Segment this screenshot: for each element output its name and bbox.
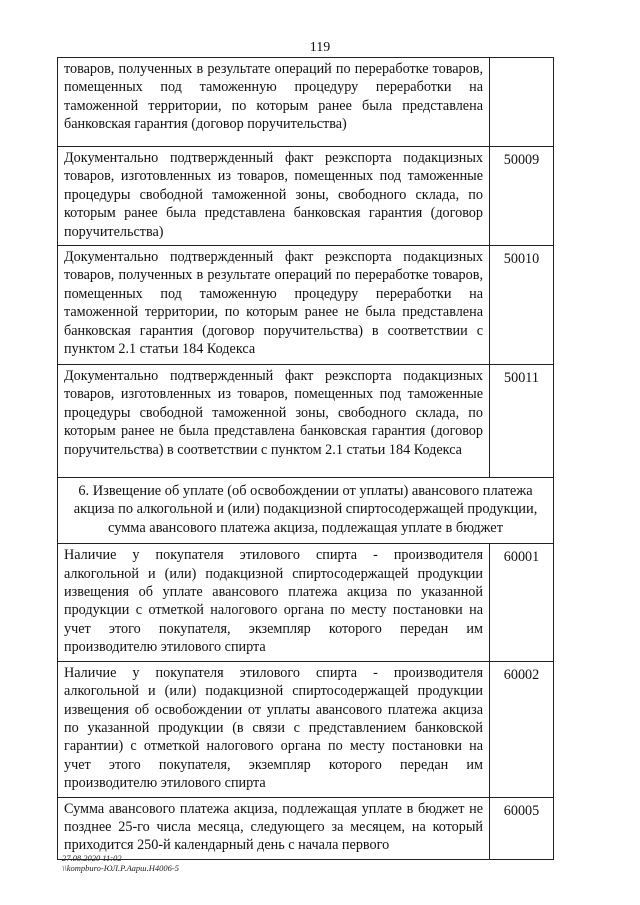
table-row <box>58 797 554 859</box>
codes-table <box>57 57 554 860</box>
row-description: Наличие у покупателя этилового спирта - производителя алкогольной и (или) подакцизной спиртосодержащей продукции извещения об уплате авансового платежа акциза по указанной продукции с отметкой налогового органа по месту постановки на учет этого покупателя, экземпляр которого передан им производителю этилового спирта <box>58 544 490 661</box>
section-heading: 6. Извещение об уплате (об освобождении от уплаты) авансового платежа акциза по алкогольной и (или) подакцизной спиртосодержащей продукции, сумма авансового платежа акциза, подлежащая уплате в бюджет <box>58 478 554 544</box>
row-description: Сумма авансового платежа акциза, подлежащая уплате в бюджет не позднее 25-го числа месяца, следующего за месяцем, на который приходится 250-й календарный день с начала первого <box>58 797 490 859</box>
row-code: 60002 <box>490 661 554 797</box>
document-footer <box>62 853 179 873</box>
footer-file-path: \\kompburo-ЮЛ.Р.Аарш.Н4006-5 <box>62 863 179 873</box>
row-description: Наличие у покупателя этилового спирта - производителя алкогольной и (или) подакцизной спиртосодержащей продукции извещения об освобождении от уплаты авансового платежа акциза по указанной продукции (в связи с представлением банковской гарантии) с отметкой налогового органа по месту постановки на учет этого покупателя, экземпляр которого передан им производителю этилового спирта <box>58 661 490 797</box>
row-description: товаров, полученных в результате операций по переработке товаров, помещенных под таможенную процедуру переработки на таможенной территории, по которым ранее была представлена банковская гарантия (договор поручительства) <box>58 58 490 147</box>
footer-timestamp: 27.08.2020 11:02 <box>62 853 122 863</box>
row-code: 50011 <box>490 365 554 478</box>
row-description: Документально подтвержденный факт реэкспорта подакцизных товаров, изготовленных из товаров, помещенных под таможенные процедуры свободной таможенной зоны, свободного склада, по которым ранее не была представлена банковская гарантия (договор поручительства) в соответствии с пунктом 2.1 статьи 184 Кодекса <box>58 365 490 478</box>
table-row <box>58 58 554 147</box>
table-row <box>58 246 554 365</box>
row-description: Документально подтвержденный факт реэкспорта подакцизных товаров, полученных в результате операций по переработке товаров, помещенных под таможенную процедуру переработки на таможенной территории, по которым ранее не была представлена банковская гарантия (договор поручительства) в соответствии с пунктом 2.1 статьи 184 Кодекса <box>58 246 490 365</box>
section-heading-row <box>58 478 554 544</box>
row-code: 50009 <box>490 147 554 246</box>
table-row <box>58 544 554 661</box>
row-code <box>490 58 554 147</box>
table-row <box>58 147 554 246</box>
row-description: Документально подтвержденный факт реэкспорта подакцизных товаров, изготовленных из товаров, помещенных под таможенные процедуры свободной таможенной зоны, свободного склада, по которым ранее была представлена банковская гарантия (договор поручительства) <box>58 147 490 246</box>
row-code: 60001 <box>490 544 554 661</box>
table-row <box>58 661 554 797</box>
page-number: 119 <box>309 40 331 55</box>
table-row <box>58 365 554 478</box>
row-code: 60005 <box>490 797 554 859</box>
row-code: 50010 <box>490 246 554 365</box>
